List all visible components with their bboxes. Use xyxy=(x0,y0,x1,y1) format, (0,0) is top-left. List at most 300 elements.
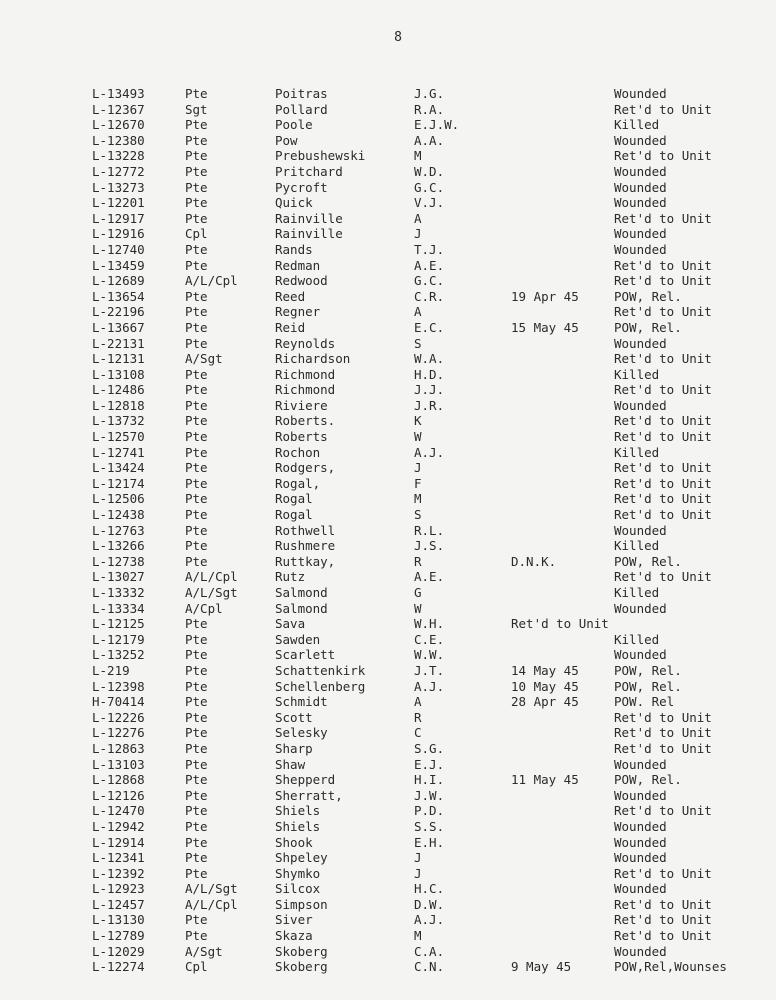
service-number-cell: L-12392 xyxy=(92,865,145,881)
service-number-cell: L-13667 xyxy=(92,319,145,335)
service-number-cell: L-12457 xyxy=(92,896,145,912)
rank-cell: Pte xyxy=(185,787,208,803)
surname-cell: Reid xyxy=(275,319,306,335)
initials-cell: S.G. xyxy=(414,740,445,756)
roster-row xyxy=(92,289,772,305)
initials-cell: J.T. xyxy=(414,662,445,678)
rank-cell: A/L/Cpl xyxy=(185,273,238,289)
initials-cell: A.J. xyxy=(414,912,445,928)
service-number-cell: L-12029 xyxy=(92,943,145,959)
surname-cell: Poole xyxy=(275,117,313,133)
roster-row xyxy=(92,523,772,539)
service-number-cell: L-22196 xyxy=(92,304,145,320)
roster-row xyxy=(92,866,772,882)
roster-row xyxy=(92,959,772,975)
status-cell: Wounded xyxy=(614,241,667,257)
initials-cell: H.I. xyxy=(414,772,445,788)
surname-cell: Roberts xyxy=(275,429,328,445)
roster-row xyxy=(92,336,772,352)
service-number-cell: L-12131 xyxy=(92,351,145,367)
service-number-cell: L-12367 xyxy=(92,101,145,117)
date-cell: 9 May 45 xyxy=(511,959,572,975)
initials-cell: G.C. xyxy=(414,273,445,289)
status-cell: Ret'd to Unit xyxy=(614,304,712,320)
roster-row xyxy=(92,148,772,164)
initials-cell: J xyxy=(414,460,422,476)
initials-cell: K xyxy=(414,413,422,429)
initials-cell: A.E. xyxy=(414,257,445,273)
service-number-cell: L-12126 xyxy=(92,787,145,803)
status-cell: POW, Rel. xyxy=(614,288,682,304)
initials-cell: J xyxy=(414,226,422,242)
surname-cell: Riviere xyxy=(275,397,328,413)
initials-cell: J.J. xyxy=(414,382,445,398)
status-cell: Ret'd to Unit xyxy=(614,460,712,476)
service-number-cell: L-12763 xyxy=(92,522,145,538)
service-number-cell: L-12868 xyxy=(92,772,145,788)
roster-row xyxy=(92,86,772,102)
service-number-cell: L-13252 xyxy=(92,647,145,663)
rank-cell: Pte xyxy=(185,616,208,632)
service-number-cell: L-12341 xyxy=(92,850,145,866)
status-cell: Wounded xyxy=(614,818,667,834)
surname-cell: Roberts. xyxy=(275,413,336,429)
initials-cell: C.R. xyxy=(414,288,445,304)
surname-cell: Sava xyxy=(275,616,306,632)
date-cell: 10 May 45 xyxy=(511,678,579,694)
roster-row xyxy=(92,351,772,367)
initials-cell: J.R. xyxy=(414,397,445,413)
roster-row xyxy=(92,647,772,663)
initials-cell: J.W. xyxy=(414,787,445,803)
service-number-cell: L-12506 xyxy=(92,491,145,507)
rank-cell: Pte xyxy=(185,195,208,211)
service-number-cell: L-12942 xyxy=(92,818,145,834)
initials-cell: A.J. xyxy=(414,678,445,694)
status-cell: Ret'd to Unit xyxy=(614,475,712,491)
initials-cell: C.E. xyxy=(414,631,445,647)
service-number-cell: L-12174 xyxy=(92,475,145,491)
surname-cell: Salmond xyxy=(275,585,328,600)
roster-row xyxy=(92,242,772,258)
status-cell: Wounded xyxy=(614,943,667,959)
initials-cell: A.E. xyxy=(414,569,445,585)
surname-cell: Rogal xyxy=(275,507,313,523)
rank-cell: Pte xyxy=(185,803,208,819)
status-cell: Ret'd to Unit xyxy=(511,616,609,632)
surname-cell: Shepperd xyxy=(275,772,336,788)
status-cell: POW, Rel. xyxy=(614,553,682,569)
rank-cell: A/Cpl xyxy=(185,600,223,616)
service-number-cell: L-12274 xyxy=(92,959,145,975)
roster-row xyxy=(92,117,772,133)
service-number-cell: L-13654 xyxy=(92,288,145,304)
rank-cell: Pte xyxy=(185,678,208,694)
rank-cell: Pte xyxy=(185,662,208,678)
surname-cell: Rothwell xyxy=(275,522,336,538)
initials-cell: A.A. xyxy=(414,132,445,148)
status-cell: Ret'd to Unit xyxy=(614,928,712,944)
surname-cell: Regner xyxy=(275,304,321,320)
roster-row xyxy=(92,320,772,336)
surname-cell: Quick xyxy=(275,195,313,211)
service-number-cell: L-12923 xyxy=(92,881,145,897)
roster-row xyxy=(92,164,772,180)
status-cell: Killed xyxy=(614,585,660,600)
roster-row xyxy=(92,850,772,866)
rank-cell: Pte xyxy=(185,865,208,881)
surname-cell: Rogal xyxy=(275,491,313,507)
rank-cell: Pte xyxy=(185,397,208,413)
status-cell: Wounded xyxy=(614,335,667,351)
roster-row xyxy=(92,679,772,695)
status-cell: Ret'd to Unit xyxy=(614,257,712,273)
status-cell: Ret'd to Unit xyxy=(614,740,712,756)
service-number-cell: L-12670 xyxy=(92,117,145,133)
roster-row xyxy=(92,258,772,274)
initials-cell: M xyxy=(414,491,422,507)
rank-cell: A/Sgt xyxy=(185,351,223,367)
surname-cell: Silcox xyxy=(275,881,321,897)
roster-row xyxy=(92,772,772,788)
status-cell: Wounded xyxy=(614,881,667,897)
roster-row xyxy=(92,211,772,227)
roster-row xyxy=(92,460,772,476)
initials-cell: J xyxy=(414,850,422,866)
surname-cell: Shymko xyxy=(275,865,321,881)
service-number-cell: L-13130 xyxy=(92,912,145,928)
status-cell: Wounded xyxy=(614,163,667,179)
roster-row xyxy=(92,616,772,632)
service-number-cell: L-13108 xyxy=(92,366,145,382)
roster-row xyxy=(92,226,772,242)
service-number-cell: L-13459 xyxy=(92,257,145,273)
surname-cell: Pollard xyxy=(275,101,328,117)
service-number-cell: L-12380 xyxy=(92,132,145,148)
status-cell: Ret'd to Unit xyxy=(614,413,712,429)
rank-cell: Pte xyxy=(185,756,208,772)
rank-cell: Pte xyxy=(185,241,208,257)
roster-row xyxy=(92,429,772,445)
rank-cell: Pte xyxy=(185,491,208,507)
rank-cell: Pte xyxy=(185,210,208,226)
rank-cell: Pte xyxy=(185,694,208,710)
date-cell: 14 May 45 xyxy=(511,662,579,678)
status-cell: Wounded xyxy=(614,600,667,616)
status-cell: Killed xyxy=(614,117,660,133)
status-cell: POW, Rel. xyxy=(614,319,682,335)
status-cell: Wounded xyxy=(614,647,667,663)
status-cell: Ret'd to Unit xyxy=(614,569,712,585)
initials-cell: R.L. xyxy=(414,522,445,538)
rank-cell: A/L/Cpl xyxy=(185,896,238,912)
service-number-cell: L-12738 xyxy=(92,553,145,569)
surname-cell: Rainville xyxy=(275,226,343,242)
status-cell: Killed xyxy=(614,444,660,460)
service-number-cell: L-12179 xyxy=(92,631,145,647)
service-number-cell: L-13027 xyxy=(92,569,145,585)
roster-row xyxy=(92,491,772,507)
status-cell: POW. Rel xyxy=(614,694,675,710)
service-number-cell: L-13332 xyxy=(92,585,145,600)
surname-cell: Poitras xyxy=(275,86,328,101)
surname-cell: Selesky xyxy=(275,725,328,741)
service-number-cell: L-12276 xyxy=(92,725,145,741)
rank-cell: Pte xyxy=(185,709,208,725)
date-cell: 19 Apr 45 xyxy=(511,288,579,304)
rank-cell: Pte xyxy=(185,413,208,429)
rank-cell: Pte xyxy=(185,366,208,382)
rank-cell: Sgt xyxy=(185,101,208,117)
surname-cell: Simpson xyxy=(275,896,328,912)
rank-cell: Pte xyxy=(185,818,208,834)
status-cell: POW,Rel,Wounses xyxy=(614,959,727,975)
initials-cell: W.D. xyxy=(414,163,445,179)
surname-cell: Richmond xyxy=(275,382,336,398)
surname-cell: Scarlett xyxy=(275,647,336,663)
initials-cell: F xyxy=(414,475,422,491)
status-cell: Ret'd to Unit xyxy=(614,896,712,912)
status-cell: POW, Rel. xyxy=(614,678,682,694)
rank-cell: Pte xyxy=(185,460,208,476)
initials-cell: R xyxy=(414,709,422,725)
surname-cell: Schattenkirk xyxy=(275,662,366,678)
initials-cell: T.J. xyxy=(414,241,445,257)
roster-row xyxy=(92,382,772,398)
service-number-cell: L-12398 xyxy=(92,678,145,694)
roster-row xyxy=(92,928,772,944)
status-cell: Ret'd to Unit xyxy=(614,912,712,928)
status-cell: Ret'd to Unit xyxy=(614,148,712,164)
surname-cell: Pritchard xyxy=(275,163,343,179)
roster-row xyxy=(92,741,772,757)
service-number-cell: L-12470 xyxy=(92,803,145,819)
initials-cell: E.J.W. xyxy=(414,117,460,133)
initials-cell: A.J. xyxy=(414,444,445,460)
surname-cell: Pycroft xyxy=(275,179,328,195)
initials-cell: V.J. xyxy=(414,195,445,211)
status-cell: Wounded xyxy=(614,226,667,242)
rank-cell: Pte xyxy=(185,148,208,164)
service-number-cell: L-12863 xyxy=(92,740,145,756)
surname-cell: Shaw xyxy=(275,756,306,772)
roster-list xyxy=(92,86,772,975)
roster-row xyxy=(92,944,772,960)
rank-cell: Pte xyxy=(185,850,208,866)
surname-cell: Rushmere xyxy=(275,538,336,554)
service-number-cell: L-12772 xyxy=(92,163,145,179)
service-number-cell: L-22131 xyxy=(92,335,145,351)
service-number-cell: L-12226 xyxy=(92,709,145,725)
rank-cell: Pte xyxy=(185,538,208,554)
rank-cell: Pte xyxy=(185,132,208,148)
surname-cell: Sawden xyxy=(275,631,321,647)
roster-row xyxy=(92,897,772,913)
status-cell: Wounded xyxy=(614,86,667,101)
rank-cell: A/L/Cpl xyxy=(185,569,238,585)
rank-cell: Cpl xyxy=(185,226,208,242)
rank-cell: Pte xyxy=(185,86,208,101)
status-cell: Wounded xyxy=(614,195,667,211)
surname-cell: Skoberg xyxy=(275,959,328,975)
surname-cell: Skoberg xyxy=(275,943,328,959)
rank-cell: Pte xyxy=(185,163,208,179)
roster-row xyxy=(92,133,772,149)
initials-cell: C.N. xyxy=(414,959,445,975)
status-cell: Ret'd to Unit xyxy=(614,351,712,367)
roster-row xyxy=(92,195,772,211)
surname-cell: Shook xyxy=(275,834,313,850)
rank-cell: Pte xyxy=(185,928,208,944)
roster-row xyxy=(92,507,772,523)
status-cell: Ret'd to Unit xyxy=(614,803,712,819)
roster-row xyxy=(92,538,772,554)
status-cell: Killed xyxy=(614,366,660,382)
surname-cell: Rands xyxy=(275,241,313,257)
rank-cell: Pte xyxy=(185,429,208,445)
rank-cell: Pte xyxy=(185,647,208,663)
date-cell: 15 May 45 xyxy=(511,319,579,335)
service-number-cell: L-12914 xyxy=(92,834,145,850)
initials-cell: W.A. xyxy=(414,351,445,367)
initials-cell: H.C. xyxy=(414,881,445,897)
service-number-cell: L-219 xyxy=(92,662,130,678)
rank-cell: Pte xyxy=(185,834,208,850)
initials-cell: H.D. xyxy=(414,366,445,382)
surname-cell: Richmond xyxy=(275,366,336,382)
roster-row xyxy=(92,803,772,819)
service-number-cell: L-13493 xyxy=(92,86,145,101)
surname-cell: Reynolds xyxy=(275,335,336,351)
surname-cell: Pow xyxy=(275,132,298,148)
page-number: 8 xyxy=(394,30,402,45)
service-number-cell: L-12741 xyxy=(92,444,145,460)
rank-cell: Pte xyxy=(185,522,208,538)
status-cell: Killed xyxy=(614,631,660,647)
status-cell: Wounded xyxy=(614,179,667,195)
surname-cell: Sharp xyxy=(275,740,313,756)
surname-cell: Scott xyxy=(275,709,313,725)
roster-row xyxy=(92,757,772,773)
status-cell: Wounded xyxy=(614,756,667,772)
roster-row xyxy=(92,710,772,726)
initials-cell: S xyxy=(414,335,422,351)
roster-row xyxy=(92,694,772,710)
rank-cell: Pte xyxy=(185,725,208,741)
status-cell: POW, Rel. xyxy=(614,772,682,788)
initials-cell: G.C. xyxy=(414,179,445,195)
initials-cell: C xyxy=(414,725,422,741)
status-cell: Ret'd to Unit xyxy=(614,210,712,226)
rank-cell: Pte xyxy=(185,631,208,647)
status-cell: Wounded xyxy=(614,397,667,413)
surname-cell: Rogal, xyxy=(275,475,321,491)
service-number-cell: L-12125 xyxy=(92,616,145,632)
rank-cell: Cpl xyxy=(185,959,208,975)
service-number-cell: L-12917 xyxy=(92,210,145,226)
date-cell: 28 Apr 45 xyxy=(511,694,579,710)
roster-row xyxy=(92,788,772,804)
rank-cell: Pte xyxy=(185,772,208,788)
roster-row xyxy=(92,554,772,570)
rank-cell: Pte xyxy=(185,257,208,273)
status-cell: Ret'd to Unit xyxy=(614,507,712,523)
rank-cell: Pte xyxy=(185,444,208,460)
surname-cell: Sherratt, xyxy=(275,787,343,803)
surname-cell: Rodgers, xyxy=(275,460,336,476)
status-cell: Ret'd to Unit xyxy=(614,429,712,445)
roster-row xyxy=(92,102,772,118)
roster-row xyxy=(92,601,772,617)
rank-cell: Pte xyxy=(185,117,208,133)
rank-cell: A/L/Sgt xyxy=(185,881,238,897)
service-number-cell: L-12570 xyxy=(92,429,145,445)
surname-cell: Schmidt xyxy=(275,694,328,710)
rank-cell: Pte xyxy=(185,507,208,523)
rank-cell: Pte xyxy=(185,179,208,195)
service-number-cell: L-12789 xyxy=(92,928,145,944)
service-number-cell: L-12689 xyxy=(92,273,145,289)
surname-cell: Richardson xyxy=(275,351,351,367)
status-cell: Ret'd to Unit xyxy=(614,709,712,725)
status-cell: Ret'd to Unit xyxy=(614,865,712,881)
surname-cell: Rutz xyxy=(275,569,306,585)
status-cell: POW, Rel. xyxy=(614,662,682,678)
rank-cell: A/Sgt xyxy=(185,943,223,959)
surname-cell: Schellenberg xyxy=(275,678,366,694)
status-cell: Ret'd to Unit xyxy=(614,382,712,398)
surname-cell: Reed xyxy=(275,288,306,304)
initials-cell: J xyxy=(414,865,422,881)
initials-cell: W xyxy=(414,600,422,616)
surname-cell: Skaza xyxy=(275,928,313,944)
roster-row xyxy=(92,725,772,741)
rank-cell: A/L/Sgt xyxy=(185,585,238,600)
rank-cell: Pte xyxy=(185,740,208,756)
status-cell: Ret'd to Unit xyxy=(614,491,712,507)
initials-cell: E.C. xyxy=(414,319,445,335)
roster-row xyxy=(92,445,772,461)
status-cell: Wounded xyxy=(614,132,667,148)
initials-cell: S xyxy=(414,507,422,523)
initials-cell: J.G. xyxy=(414,86,445,101)
surname-cell: Siver xyxy=(275,912,313,928)
roster-row xyxy=(92,273,772,289)
initials-cell: E.H. xyxy=(414,834,445,850)
service-number-cell: L-12916 xyxy=(92,226,145,242)
service-number-cell: L-13334 xyxy=(92,600,145,616)
surname-cell: Prebushewski xyxy=(275,148,366,164)
service-number-cell: L-13266 xyxy=(92,538,145,554)
service-number-cell: H-70414 xyxy=(92,694,145,710)
surname-cell: Shpeley xyxy=(275,850,328,866)
service-number-cell: L-13732 xyxy=(92,413,145,429)
initials-cell: P.D. xyxy=(414,803,445,819)
initials-cell: M xyxy=(414,148,422,164)
status-cell: Ret'd to Unit xyxy=(614,273,712,289)
surname-cell: Rainville xyxy=(275,210,343,226)
date-cell: D.N.K. xyxy=(511,553,557,569)
roster-row xyxy=(92,413,772,429)
roster-row xyxy=(92,632,772,648)
status-cell: Wounded xyxy=(614,850,667,866)
status-cell: Wounded xyxy=(614,834,667,850)
surname-cell: Shiels xyxy=(275,818,321,834)
rank-cell: Pte xyxy=(185,288,208,304)
initials-cell: S.S. xyxy=(414,818,445,834)
service-number-cell: L-12818 xyxy=(92,397,145,413)
service-number-cell: L-12201 xyxy=(92,195,145,211)
